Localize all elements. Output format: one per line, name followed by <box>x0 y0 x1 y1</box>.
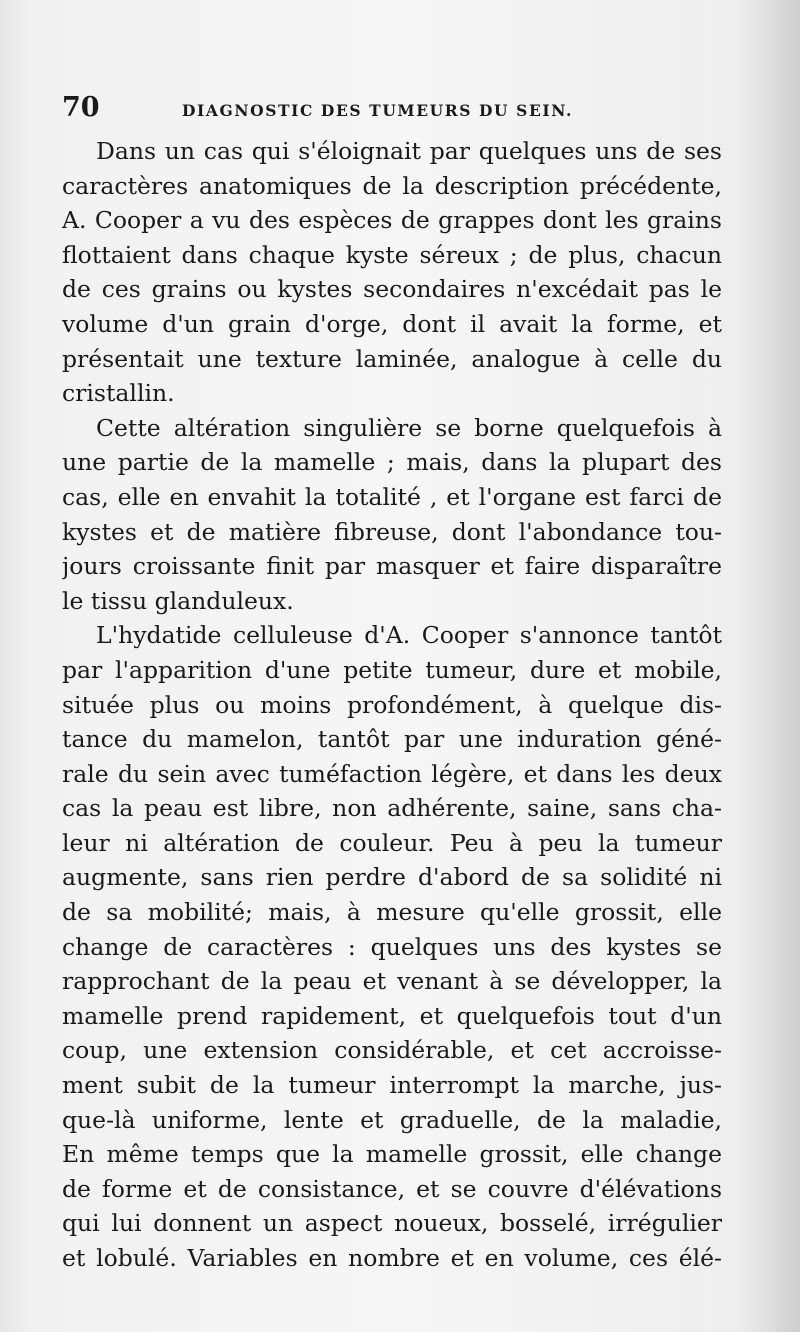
text-line: volume d'un grain d'orge, dont il avait la forme, et <box>62 309 722 338</box>
text-line: ment subit de la tumeur interrompt la marche, jus- <box>62 1071 722 1100</box>
text-line: Dans un cas qui s'éloignait par quelques uns de ses <box>96 137 722 165</box>
text-line: le tissu glanduleux. <box>62 586 294 615</box>
text-line: cristallin. <box>62 379 175 408</box>
page-number: 70 <box>62 92 100 123</box>
text-line: présentait une texture laminée, analogue à celle du <box>62 344 722 373</box>
text-line: mamelle prend rapidement, et quelquefois tout d'un <box>62 1001 722 1030</box>
text-line: Cette altération singulière se borne quelquefois à <box>96 413 722 442</box>
running-title: DIAGNOSTIC DES TUMEURS DU SEIN. <box>182 101 573 120</box>
text-line: cas la peau est libre, non adhérente, saine, sans cha- <box>62 794 722 823</box>
text-line: et lobulé. Variables en nombre et en volume, ces élé- <box>62 1244 722 1272</box>
text-line: située plus ou moins profondément, à quelque dis- <box>62 690 722 719</box>
text-line: En même temps que la mamelle grossit, elle change <box>62 1140 722 1169</box>
text-line: de ces grains ou kystes secondaires n'excédait pas le <box>62 275 722 304</box>
body-text <box>62 134 722 1276</box>
text-line: A. Cooper a vu des espèces de grappes dont les grains <box>62 206 722 235</box>
text-line: caractères anatomiques de la description précédente, <box>62 171 722 200</box>
text-line: rapprochant de la peau et venant à se développer, la <box>62 967 722 996</box>
text-line: rale du sein avec tuméfaction légère, et dans les deux <box>62 759 722 788</box>
text-line: change de caractères : quelques uns des kystes se <box>62 932 722 961</box>
text-line: une partie de la mamelle ; mais, dans la plupart des <box>62 448 722 477</box>
text-line: par l'apparition d'une petite tumeur, dure et mobile, <box>62 655 722 684</box>
text-line: tance du mamelon, tantôt par une induration géné- <box>62 725 722 754</box>
text-line: leur ni altération de couleur. Peu à peu la tumeur <box>62 828 722 857</box>
running-head <box>62 92 728 132</box>
text-line: de forme et de consistance, et se couvre d'élévations <box>62 1174 722 1203</box>
text-line: cas, elle en envahit la totalité , et l'organe est farci de <box>62 482 722 511</box>
text-line: que-là uniforme, lente et graduelle, de la maladie, <box>62 1105 722 1134</box>
text-line: flottaient dans chaque kyste séreux ; de plus, chacun <box>62 240 722 269</box>
text-line: qui lui donnent un aspect noueux, bosselé, irrégulier <box>62 1209 722 1238</box>
text-line: L'hydatide celluleuse d'A. Cooper s'annonce tantôt <box>96 621 722 650</box>
text-line: de sa mobilité; mais, à mesure qu'elle grossit, elle <box>62 898 722 927</box>
text-line: coup, une extension considérable, et cet accroisse- <box>62 1036 722 1065</box>
text-line: kystes et de matière fibreuse, dont l'abondance tou- <box>62 517 722 546</box>
text-line: jours croissante finit par masquer et faire disparaître <box>62 552 722 581</box>
text-line: augmente, sans rien perdre d'abord de sa solidité ni <box>62 863 722 892</box>
